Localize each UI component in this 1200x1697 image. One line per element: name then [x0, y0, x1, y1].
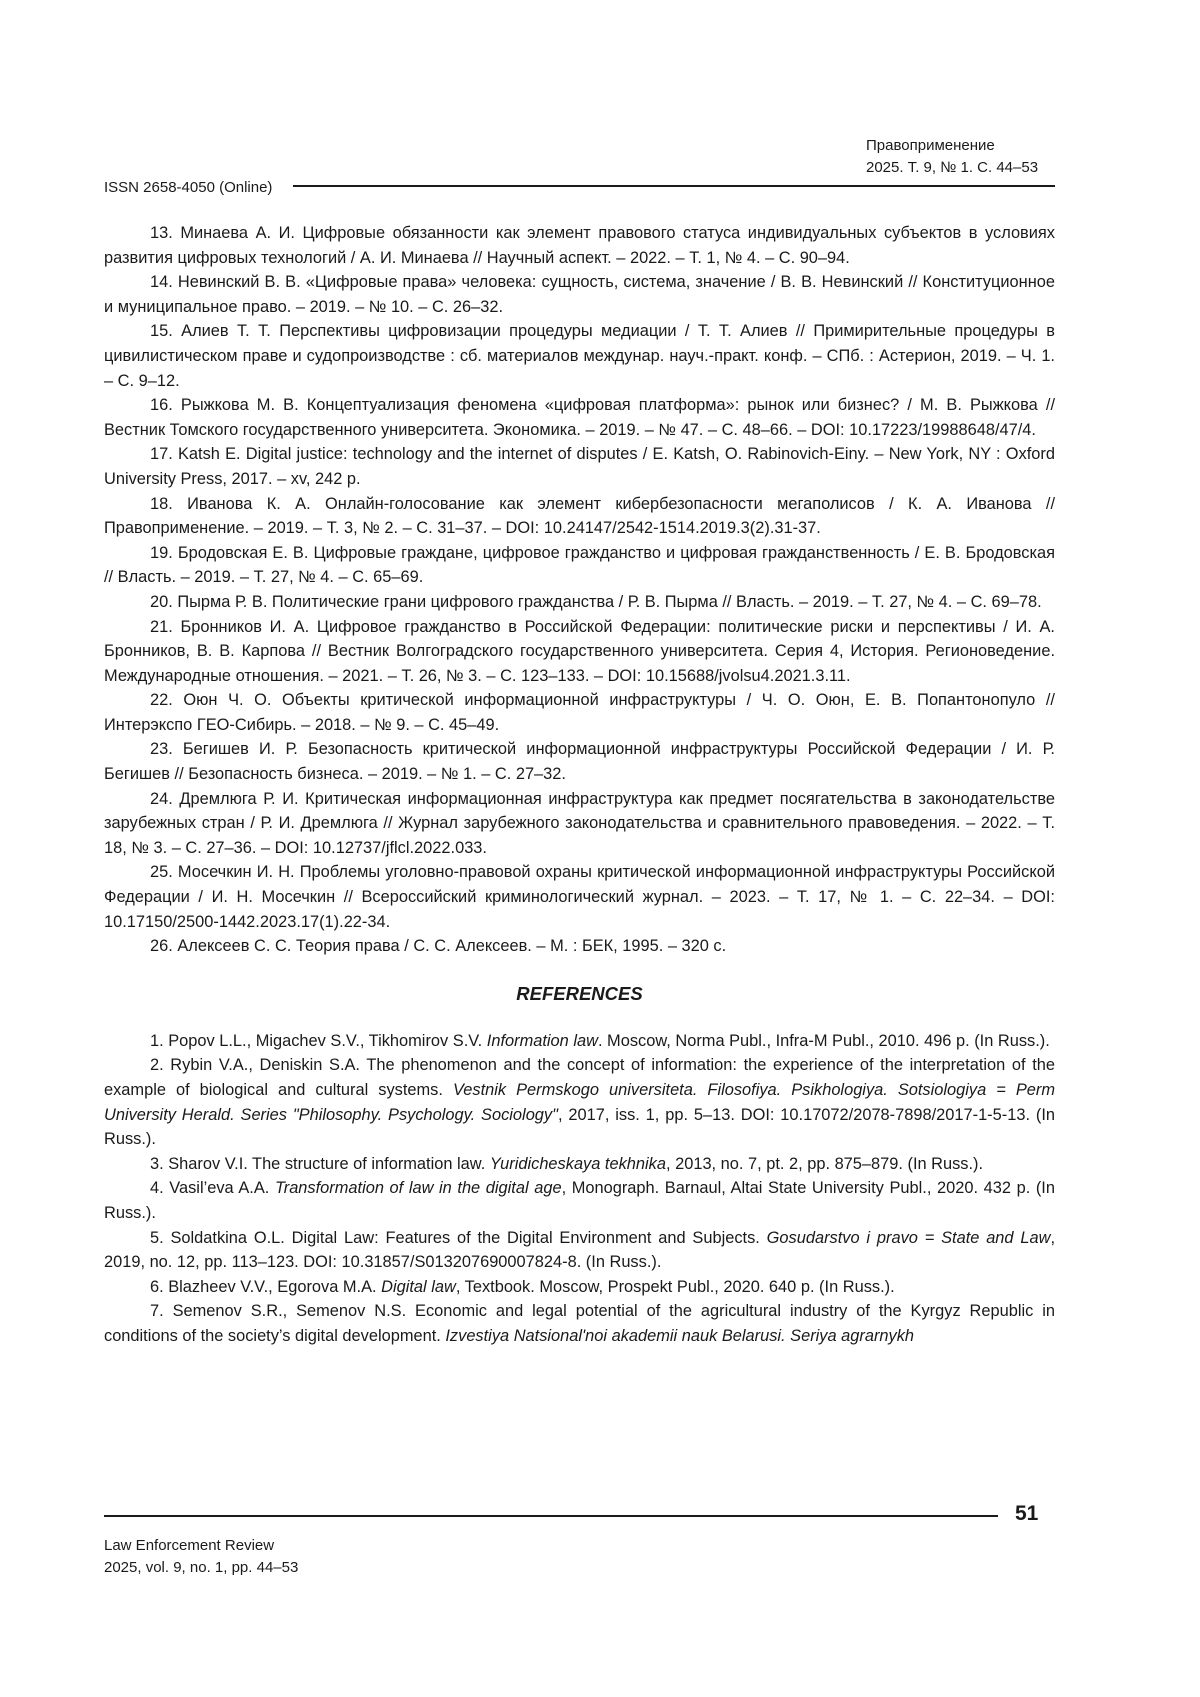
header-issn: ISSN 2658-4050 (Online) — [104, 179, 273, 196]
references-heading: REFERENCES — [516, 982, 643, 1004]
references-en-list — [104, 1029, 1055, 1349]
reference-en-1-details: . Moscow, Norma Publ., Infra-M Publ., 2010. 496 p. (In Russ.). — [597, 1031, 1050, 1050]
running-footer-journal — [104, 1535, 298, 1579]
reference-en-2-authors: 2. Rybin V.A., Deniskin S.A. The phenomenon and the concept of information: the experience of the interpretation of the example of biological and cultural systems. — [104, 1056, 1055, 1099]
reference-17: 17. Katsh E. Digital justice: technology and the internet of disputes / E. Katsh, O. Rabinovich-Einy. – New York, NY : Oxford University Press, 2017. – xv, 242 p. — [104, 445, 1055, 488]
reference-en-4-authors: 4. Vasil’eva A.A. — [150, 1179, 275, 1198]
reference-en-1 — [104, 1029, 1055, 1054]
reference-en-2 — [104, 1053, 1055, 1151]
reference-en-1-title: Information law — [486, 1031, 598, 1050]
reference-18: 18. Иванова К. А. Онлайн-голосование как элемент кибербезопасности мегаполисов / К. А. Иванова // Правоприменение. – 2019. – Т. 3, № 2. – С. 31–37. – DOI: 10.24147/2542-1514.2019.3(2).31-37. — [104, 494, 1055, 538]
header-journal-name: Правоприменение — [866, 137, 995, 154]
reference-25: 25. Мосечкин И. Н. Проблемы уголовно-правовой охраны критической информационной инфраструктуры Российской Федерации / И. Н. Мосечкин // Всероссийский криминологический журнал. – 2023. – Т. 17, № 1. – С. 22–34. – DOI: 10.17150/2500-1442.2023.17(1).22-34. — [104, 863, 1055, 931]
reference-en-7-journal: Izvestiya Natsional'noi akademii nauk Belarusi. Seriya agrarnykh — [445, 1326, 915, 1345]
reference-en-6-details: , Textbook. Moscow, Prospekt Publ., 2020. 640 p. (In Russ.). — [455, 1277, 895, 1296]
footer-journal-issue: 2025, vol. 9, no. 1, pp. 44–53 — [104, 1559, 299, 1576]
reference-24: 24. Дремлюга Р. И. Критическая информационная инфраструктура как предмет посягательства в законодательстве зарубежных стран / Р. И. Дремлюга // Журнал зарубежного законодательства и сравнительного правоведения. – 2022. – Т. 18, № 3. – С. 27–36. – DOI: 10.12737/jflcl.2022.033. — [104, 789, 1055, 857]
reference-16: 16. Рыжкова М. В. Концептуализация феномена «цифровая платформа»: рынок или бизнес? / М. В. Рыжкова // Вестник Томского государственного университета. Экономика. – 2019. – № 47. – С. 48–66. – DOI: 10.17223/19988648/47/4. — [104, 396, 1055, 439]
reference-en-3-details: , 2013, no. 7, pt. 2, pp. 875–879. (In Russ.). — [665, 1154, 984, 1173]
reference-en-2-details: , 2017, iss. 1, pp. 5–13. DOI: 10.17072/2078-7898/2017-1-5-13. (In Russ.). — [104, 1105, 1055, 1149]
reference-21: 21. Бронников И. А. Цифровое гражданство в Российской Федерации: политические риски и перспективы / И. А. Бронников, В. В. Карпова // Вестник Волгоградского государственного университета. Серия 4, История. Регионоведение. Международные отношения. – 2021. – Т. 26, № 3. – С. 123–133. – DOI: 10.15688/jvolsu4.2021.3.11. — [104, 617, 1055, 685]
reference-20: 20. Пырма Р. В. Политические грани цифрового гражданства / Р. В. Пырма // Власть. – 2019. – Т. 27, № 4. – С. 69–78. — [150, 592, 1042, 611]
reference-19: 19. Бродовская Е. В. Цифровые граждане, цифровое гражданство и цифровая гражданственность / Е. В. Бродовская // Власть. – 2019. – Т. 27, № 4. – С. 65–69. — [104, 543, 1055, 587]
running-header-journal — [866, 135, 1038, 179]
footer-journal-name: Law Enforcement Review — [104, 1537, 275, 1554]
reference-en-3-authors: 3. Sharov V.I. The structure of information law. — [150, 1154, 490, 1173]
reference-en-5-details: , 2019, no. 12, pp. 113–123. DOI: 10.31857/S013207690007824-8. (In Russ.). — [104, 1228, 1055, 1272]
reference-en-4-details: , Monograph. Barnaul, Altai State University Publ., 2020. 432 p. (In Russ.). — [104, 1179, 1055, 1222]
reference-en-7-authors: 7. Semenov S.R., Semenov N.S. Economic and legal potential of the agricultural industry of the Kyrgyz Republic in conditions of the society’s digital development. — [104, 1302, 1055, 1345]
reference-14: 14. Невинский В. В. «Цифровые права» человека: сущность, система, значение / В. В. Невинский // Конституционное и муниципальное право. – 2019. – № 10. – С. 26–32. — [104, 273, 1055, 316]
footer-rule — [104, 1515, 998, 1517]
reference-en-7 — [104, 1299, 1055, 1348]
reference-en-2-journal: Vestnik Permskogo universiteta. Filosofiya. Psikhologiya. Sotsiologiya = Perm University Herald. Series "Philosophy. Psychology. Sociology" — [104, 1081, 1055, 1124]
reference-26: 26. Алексеев С. С. Теория права / С. С. Алексеев. – М. : БЕК, 1995. – 320 с. — [150, 937, 727, 956]
reference-en-4 — [104, 1176, 1055, 1225]
reference-en-3-journal: Yuridicheskaya tekhnika — [489, 1154, 666, 1173]
page-number: 51 — [1015, 1502, 1039, 1525]
header-rule — [293, 185, 1055, 187]
reference-en-5 — [104, 1226, 1055, 1275]
reference-13: 13. Минаева А. И. Цифровые обязанности как элемент правового статуса индивидуальных субъектов в условиях развития цифровых технологий / А. И. Минаева // Научный аспект. – 2022. – Т. 1, № 4. – С. 90–94. — [104, 224, 1055, 267]
reference-en-3 — [104, 1152, 1055, 1177]
reference-en-5-journal: Gosudarstvo i pravo = State and Law — [766, 1228, 1051, 1247]
reference-22: 22. Оюн Ч. О. Объекты критической информационной инфраструктуры / Ч. О. Оюн, Е. В. Попантонопуло // Интерэкспо ГЕО-Сибирь. – 2018. – № 9. – С. 45–49. — [104, 691, 1055, 734]
references-ru-list — [104, 221, 1055, 959]
reference-en-5-authors: 5. Soldatkina O.L. Digital Law: Features of the Digital Environment and Subjects. — [150, 1228, 767, 1247]
reference-en-6 — [104, 1275, 1055, 1300]
reference-15: 15. Алиев Т. Т. Перспективы цифровизации процедуры медиации / Т. Т. Алиев // Примирительные процедуры в цивилистическом праве и судопроизводстве : сб. материалов междунар. науч.-практ. конф. – СПб. : Астерион, 2019. – Ч. 1. – С. 9–12. — [104, 322, 1055, 390]
reference-en-6-title: Digital law — [381, 1277, 456, 1296]
reference-en-6-authors: 6. Blazheev V.V., Egorova M.A. — [150, 1277, 382, 1296]
reference-en-4-title: Transformation of law in the digital age — [274, 1179, 562, 1198]
reference-en-1-authors: 1. Popov L.L., Migachev S.V., Tikhomirov S.V. — [150, 1031, 487, 1050]
reference-23: 23. Бегишев И. Р. Безопасность критической информационной инфраструктуры Российской Федерации / И. Р. Бегишев // Безопасность бизнеса. – 2019. – № 1. – С. 27–32. — [104, 740, 1055, 784]
header-journal-issue: 2025. Т. 9, № 1. С. 44–53 — [866, 159, 1039, 176]
main-text — [104, 221, 1055, 1349]
